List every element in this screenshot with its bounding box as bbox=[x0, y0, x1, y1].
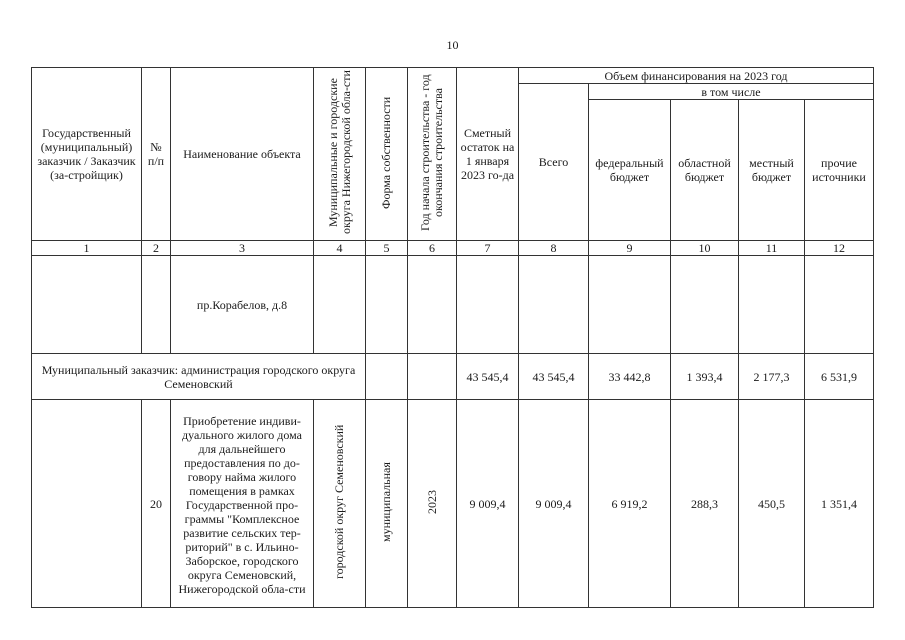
column-number: 6 bbox=[408, 241, 457, 256]
other-cell: 6 531,9 bbox=[805, 354, 874, 400]
page-number: 10 bbox=[446, 38, 459, 52]
local-cell: 450,5 bbox=[739, 400, 805, 608]
column-number: 3 bbox=[171, 241, 314, 256]
other-cell: 1 351,4 bbox=[805, 400, 874, 608]
header-ownership: Форма собственности bbox=[379, 96, 393, 209]
column-number: 1 bbox=[32, 241, 142, 256]
federal-cell: 33 442,8 bbox=[589, 354, 671, 400]
header-estimate-balance: Сметный остаток на 1 января 2023 го-да bbox=[457, 68, 519, 241]
customer-label: Муниципальный заказчик: администрация городского округа Семеновский bbox=[32, 354, 366, 400]
column-number: 8 bbox=[519, 241, 589, 256]
estimate-cell: 43 545,4 bbox=[457, 354, 519, 400]
header-regional: областной бюджет bbox=[671, 100, 739, 241]
object-name-cell: пр.Корабелов, д.8 bbox=[171, 256, 314, 354]
header-customer: Государственный (муниципальный) заказчик / Заказчик (за-стройщик) bbox=[32, 68, 142, 241]
total-cell: 43 545,4 bbox=[519, 354, 589, 400]
header-years: Год начала строительства - год окончания строительства bbox=[418, 74, 445, 231]
object-name-cell: Приобретение индиви-дуального жилого дома для дальнейшего предоставления по до-говору найма жилого помещения в рамках Государственной про-граммы "Комплексное развитие сельских тер-риторий" в с. Ильино-Заборское, городского округа Семеновский, Нижегородской обла-сти bbox=[171, 400, 314, 608]
column-number: 7 bbox=[457, 241, 519, 256]
regional-cell: 1 393,4 bbox=[671, 354, 739, 400]
column-number: 10 bbox=[671, 241, 739, 256]
years-cell: 2023 bbox=[424, 490, 439, 514]
local-cell: 2 177,3 bbox=[739, 354, 805, 400]
column-number: 5 bbox=[366, 241, 408, 256]
column-number: 12 bbox=[805, 241, 874, 256]
regional-cell: 288,3 bbox=[671, 400, 739, 608]
column-number: 9 bbox=[589, 241, 671, 256]
table-row bbox=[32, 256, 874, 354]
total-cell: 9 009,4 bbox=[519, 400, 589, 608]
header-local: местный бюджет bbox=[739, 100, 805, 241]
header-object-name: Наименование объекта bbox=[171, 68, 314, 241]
header-funding-group: Объем финансирования на 2023 год bbox=[519, 68, 874, 84]
table-row bbox=[32, 400, 874, 608]
column-number: 2 bbox=[142, 241, 171, 256]
column-number: 4 bbox=[314, 241, 366, 256]
customer-row bbox=[32, 354, 874, 400]
header-total: Всего bbox=[519, 84, 589, 241]
estimate-cell: 9 009,4 bbox=[457, 400, 519, 608]
header-number: № п/п bbox=[142, 68, 171, 241]
header-other: прочие источники bbox=[805, 100, 874, 241]
header-including: в том числе bbox=[589, 84, 874, 100]
header-municipality: Муниципальные и городские округа Нижегородской обла-сти bbox=[325, 70, 353, 235]
financing-table bbox=[31, 67, 874, 608]
header-federal: федеральный бюджет bbox=[589, 100, 671, 241]
ownership-cell: муниципальная bbox=[379, 462, 393, 542]
municipality-cell: городской округ Семеновский bbox=[332, 424, 346, 580]
row-number-cell: 20 bbox=[142, 400, 171, 608]
federal-cell: 6 919,2 bbox=[589, 400, 671, 608]
column-number: 11 bbox=[739, 241, 805, 256]
